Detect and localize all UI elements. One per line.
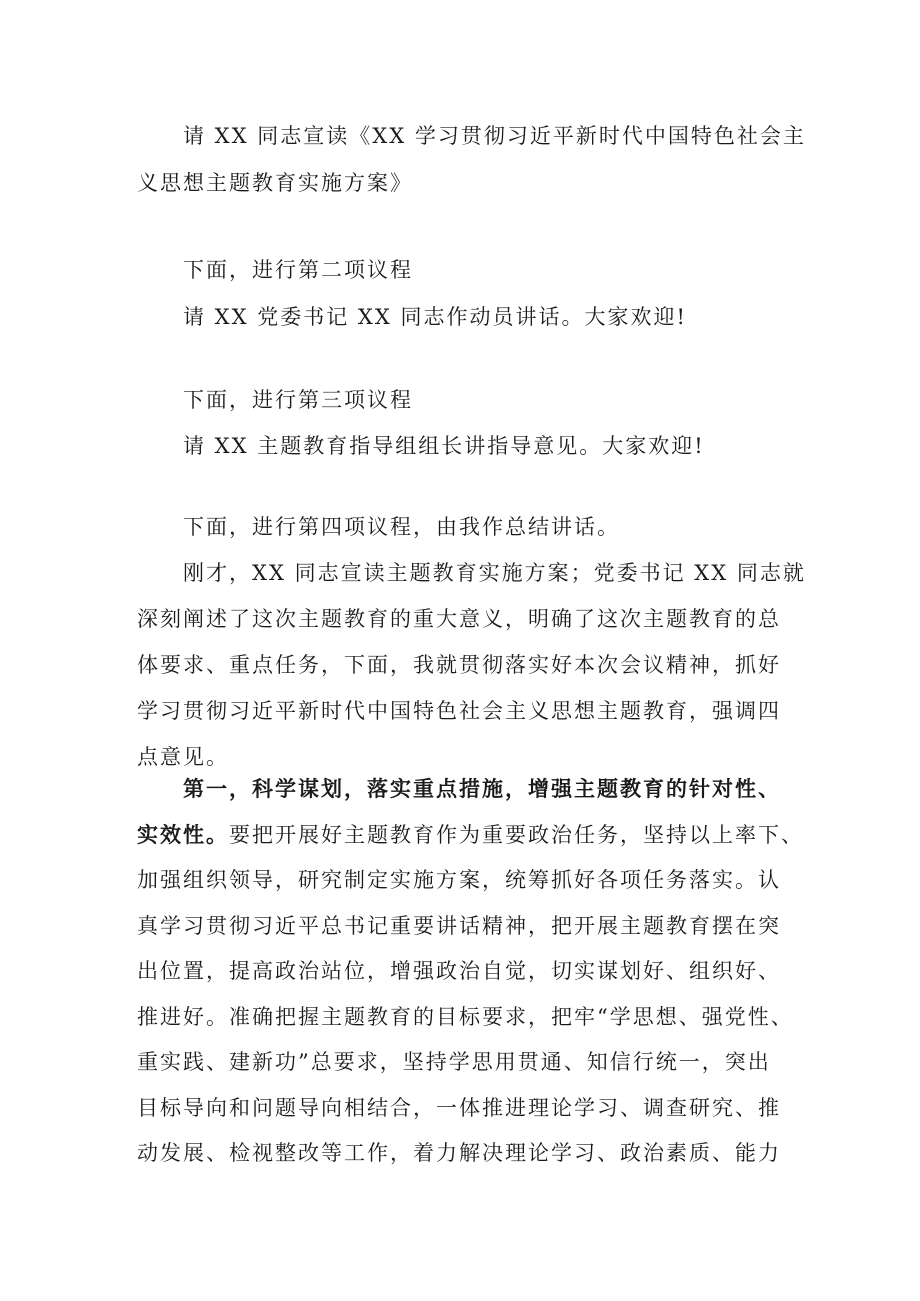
- point-one-heading: 第一，科学谋划，落实重点措施，增强主题教育的针对性、: [183, 776, 781, 801]
- point-one-line: 加强组织领导，研究制定实施方案，统筹抓好各项任务落实。认: [137, 868, 781, 892]
- summary-paragraph-line: 深刻阐述了这次主题教育的重大意义，明确了这次主题教育的总: [137, 607, 781, 631]
- agenda-item-4-heading: 下面，进行第四项议程，由我作总结讲话。: [183, 515, 620, 539]
- point-one-line-2: [137, 820, 804, 850]
- point-one-line: 目标导向和问题导向相结合，一体推进理论学习、调查研究、推: [137, 1096, 781, 1120]
- point-one-line-2-text: 要把开展好主题教育作为重要政治任务，坚持以上率下、: [229, 823, 804, 847]
- summary-paragraph-line: 学习贯彻习近平新时代中国特色社会主义思想主题教育，强调四: [137, 699, 781, 723]
- point-one-line: 重实践、建新功”总要求，坚持学思用贯通、知信行统一，突出: [137, 1050, 771, 1074]
- agenda-item-2-heading: 下面，进行第二项议程: [183, 258, 413, 282]
- agenda-item-2-text: 请 XX 党委书记 XX 同志作动员讲话。大家欢迎!: [183, 305, 687, 329]
- summary-paragraph-line: 体要求、重点任务，下面，我就贯彻落实好本次会议精神，抓好: [137, 653, 781, 677]
- agenda-item-3-text: 请 XX 主题教育指导组组长讲指导意见。大家欢迎!: [183, 434, 705, 458]
- agenda-item-3-heading: 下面，进行第三项议程: [183, 388, 413, 412]
- summary-paragraph-line: 刚才，XX 同志宣读主题教育实施方案；党委书记 XX 同志就: [183, 561, 806, 585]
- point-one-line: 出位置，提高政治站位，增强政治自觉，切实谋划好、组织好、: [137, 959, 781, 983]
- point-one-line: 真学习贯彻习近平总书记重要讲话精神，把开展主题教育摆在突: [137, 914, 781, 938]
- summary-paragraph-line: 点意见。: [137, 745, 229, 769]
- point-one-line: 推进好。准确把握主题教育的目标要求，把牢“学思想、强党性、: [137, 1005, 794, 1029]
- point-one-heading-tail: 实效性。: [137, 822, 229, 847]
- agenda-item-1-line-2: 义思想主题教育实施方案》: [137, 171, 413, 195]
- point-one-line: 动发展、检视整改等工作，着力解决理论学习、政治素质、能力: [137, 1141, 781, 1165]
- agenda-item-1-line-1: 请 XX 同志宣读《XX 学习贯彻习近平新时代中国特色社会主: [183, 124, 806, 148]
